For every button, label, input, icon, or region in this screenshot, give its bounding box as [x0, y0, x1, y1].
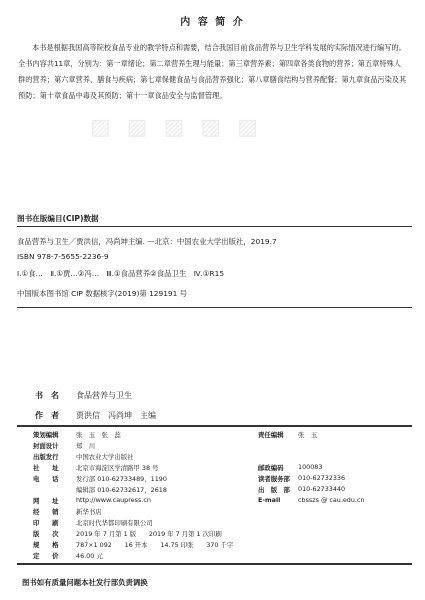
colophon-label-email: E-mail: [258, 496, 281, 504]
colophon-value-responsible-editor: 张 玉: [298, 431, 318, 439]
colophon-label-website: 网 址: [33, 497, 59, 505]
colophon-value-edition: 2019 年 7 月第 1 版 2019 年 7 月第 1 次印刷: [76, 530, 222, 538]
colophon-value-reader-service: 010-62732336: [298, 474, 346, 482]
colophon-value-phone-distribution: 发行部 010-62733489，1190: [76, 475, 167, 483]
colophon-label-printer: 印 刷: [33, 519, 59, 527]
cip-bottom-rule: [17, 307, 412, 308]
colophon-label-planning-editor: 策划编辑: [33, 431, 59, 439]
colophon-value-website: http://www.caupress.cn: [76, 496, 151, 504]
colophon-value-cover-design: 郑 川: [76, 442, 96, 450]
colophon-value-phone-editorial: 编辑部 010-62732617，2618: [76, 486, 167, 494]
colophon-value-address: 北京市海淀区学清路甲 38 号: [76, 464, 159, 472]
intro-paragraph: [18, 40, 408, 104]
cip-top-rule: [17, 226, 412, 227]
intro-text: 本书是根据我国高等院校食品专业的教学特点和需要，结合我国目前食品营养与卫生学科发展的实际情况进行编写的。全书内容共11章，分别为：第一章绪论；第二章营养生理与能量；第三章营养素；第四章各类食物的营养；第五章特殊人群的营养；第六章营养、膳食与疾病；第七章保健食品与食品营养强化；第八章膳食结构与营养配餐；第九章食品污染及其预防；第十章食品中毒及其预防；第十一章食品安全与监督管理。: [18, 43, 407, 100]
colophon-value-price: 46.00 元: [76, 552, 103, 560]
colophon-value-printer: 北京时代华都印刷有限公司: [76, 519, 153, 527]
colophon-label-address: 社 址: [33, 464, 59, 472]
colophon-label-publishing-dept: 出 版 部: [258, 486, 290, 494]
colophon-value-publishing-dept: 010-62733440: [298, 485, 346, 493]
bleed-through-decoration: ▨▨▨▨▨: [90, 115, 274, 140]
colophon-label-phone: 电 话: [33, 475, 59, 483]
colophon-value-distributor: 新华书店: [76, 508, 102, 516]
colophon-label-reader-service: 读者服务部: [258, 475, 290, 483]
cip-line-4: 中国版本图书馆 CIP 数据核字(2019)第 129191 号: [17, 289, 188, 298]
book-author-value: 贾洪信 冯尚坤 主编: [76, 411, 156, 420]
colophon-label-postcode: 邮政编码: [258, 464, 284, 472]
colophon-label-cover-design: 封面设计: [33, 442, 59, 450]
colophon-label-publisher: 出版发行: [33, 453, 59, 461]
cip-line-3: Ⅰ.①食… Ⅱ.①贾…②冯… Ⅲ.①食品营养②食品卫生 Ⅳ.①R15: [17, 269, 225, 278]
colophon-label-edition: 版 次: [33, 530, 59, 538]
cip-heading: 图书在版编目(CIP)数据: [17, 214, 99, 223]
colophon-value-postcode: 100083: [298, 463, 323, 471]
intro-title: 内 容 简 介: [180, 17, 245, 28]
colophon-bottom-rule: [17, 563, 412, 565]
book-title-label: 书 名: [35, 391, 59, 400]
colophon-value-format: 787×1 092 16 开本 14.75 印张 370 千字: [76, 541, 234, 549]
book-author-label: 作 者: [35, 411, 59, 420]
colophon-label-distributor: 经 销: [33, 508, 59, 516]
footer-notice: 图书如有质量问题本社发行部负责调换: [22, 578, 148, 587]
cip-line-2: ISBN 978-7-5655-2236-9: [17, 252, 109, 261]
colophon-value-planning-editor: 张 玉 张 蕊: [76, 431, 121, 439]
colophon-top-rule: [17, 425, 412, 427]
colophon-label-price: 定 价: [33, 552, 59, 560]
colophon-value-publisher: 中国农业大学出版社: [76, 453, 134, 461]
colophon-label-responsible-editor: 责任编辑: [258, 431, 284, 439]
colophon-value-email: cbsszs @ cau.edu.cn: [298, 496, 365, 504]
colophon-label-format: 规 格: [33, 541, 59, 549]
book-title-value: 食品营养与卫生: [76, 391, 132, 400]
cip-line-1: 食品营养与卫生／贾洪信，冯尚坤主编. —北京：中国农业大学出版社，2019.7: [17, 237, 277, 246]
